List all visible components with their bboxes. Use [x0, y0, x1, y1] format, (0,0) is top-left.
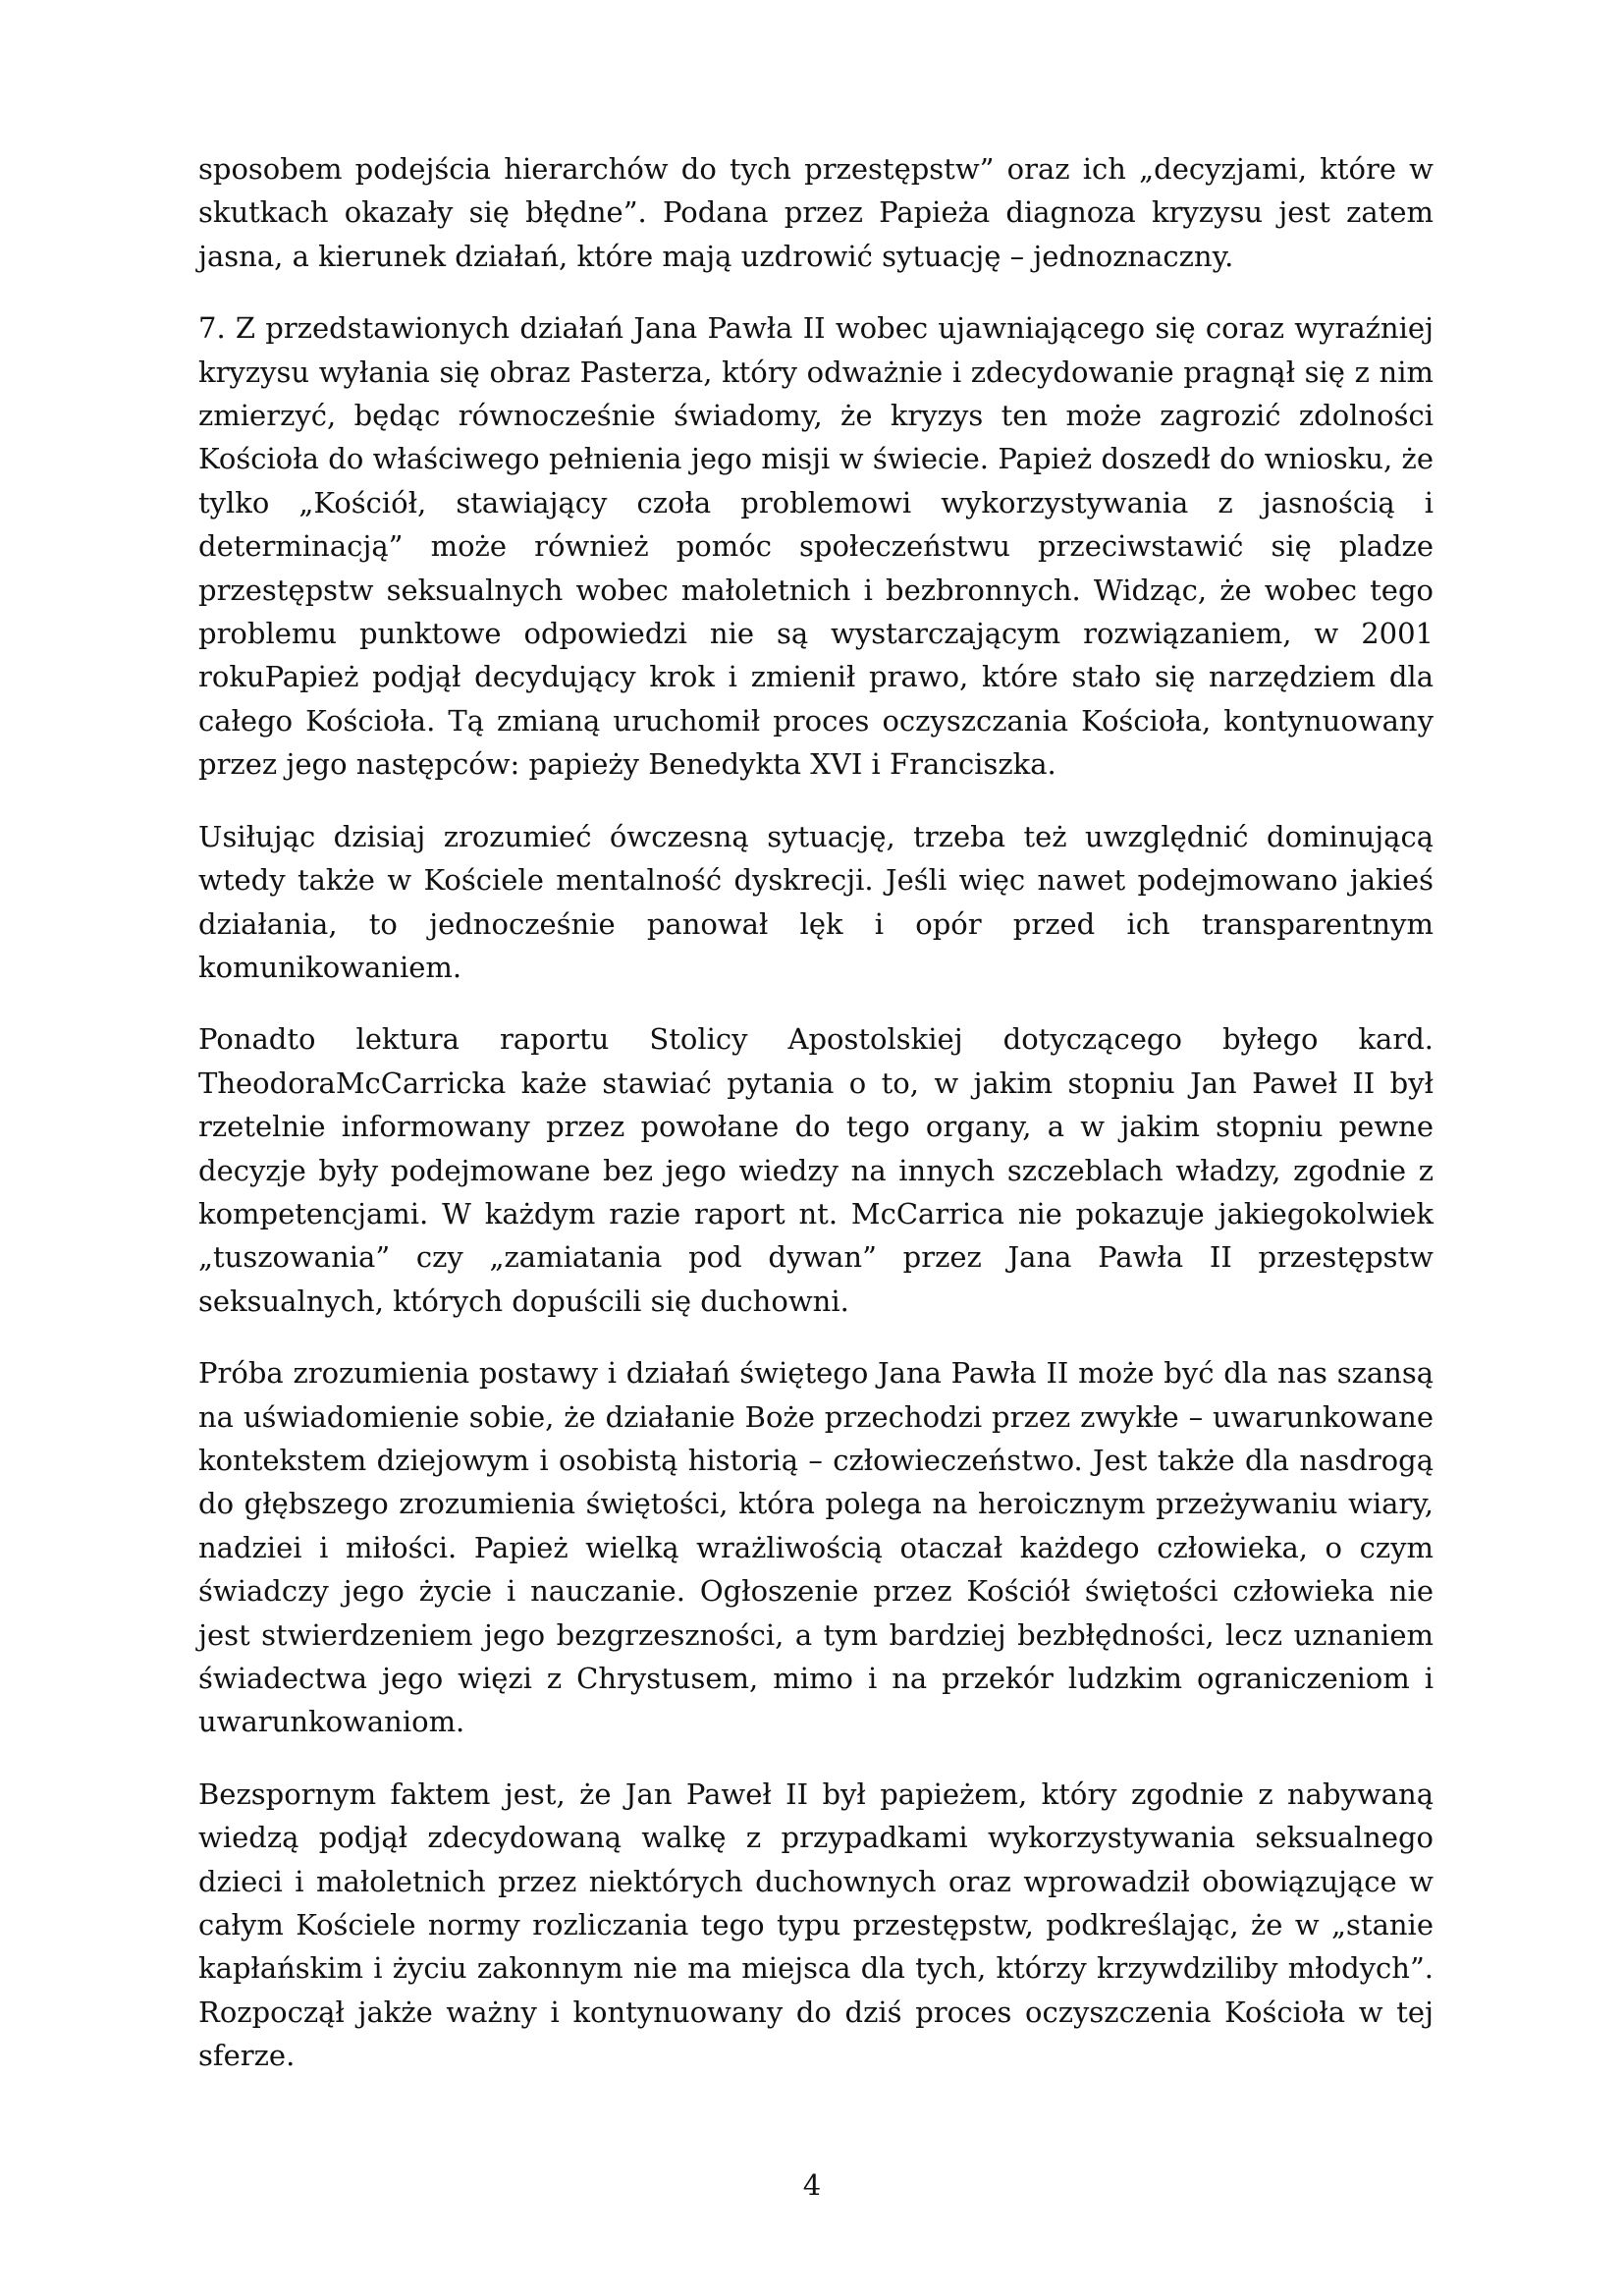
- paragraph-1: sposobem podejścia hierarchów do tych przestępstw” oraz ich „decyzjami, które w skutkach okazały się błędne”. Podana przez Papieża diagnoza kryzysu jest zatem jasna, a kierunek działań, które mają uzdrowić sytuację – jednoznaczny.: [198, 152, 1434, 273]
- paragraph-5: Próba zrozumienia postawy i działań świętego Jana Pawła II może być dla nas szansą na uświadomienie sobie, że działanie Boże przechodzi przez zwykłe – uwarunkowane kontekstem dziejowym i osobistą historią – człowieczeństwo. Jest także dla nasdrogą do głębszego zrozumienia świętości, która polega na heroicznym przeżywaniu wiary, nadziei i miłości. Papież wielką wrażliwością otaczał każdego człowieka, o czym świadczy jego życie i nauczanie. Ogłoszenie przez Kościół świętości człowieka nie jest stwierdzeniem jego bezgrzeszności, a tym bardziej bezbłędności, lecz uznaniem świadectwa jego więzi z Chrystusem, mimo i na przekór ludzkim ograniczeniom i uwarunkowaniom.: [198, 1356, 1434, 1739]
- page-number: 4: [802, 2168, 822, 2202]
- document-body: [198, 147, 1434, 2106]
- paragraph-4: Ponadto lektura raportu Stolicy Apostolskiej dotyczącego byłego kard. TheodoraMcCarricka każe stawiać pytania o to, w jakim stopniu Jan Paweł II był rzetelnie informowany przez powołane do tego organy, a w jakim stopniu pewne decyzje były podejmowane bez jego wiedzy na innych szczeblach władzy, zgodnie z kompetencjami. W każdym razie raport nt. McCarrica nie pokazuje jakiegokolwiek „tuszowania” czy „zamiatania pod dywan” przez Jana Pawła II przestępstw seksualnych, których dopuścili się duchowni.: [198, 1022, 1434, 1318]
- paragraph-2: 7. Z przedstawionych działań Jana Pawła II wobec ujawniającego się coraz wyraźniej kryzysu wyłania się obraz Pasterza, który odważnie i zdecydowanie pragnął się z nim zmierzyć, będąc równocześnie świadomy, że kryzys ten może zagrozić zdolności Kościoła do właściwego pełnienia jego misji w świecie. Papież doszedł do wniosku, że tylko „Kościół, stawiający czoła problemowi wykorzystywania z jasnością i determinacją” może również pomóc społeczeństwu przeciwstawić się pladze przestępstw seksualnych wobec małoletnich i bezbronnych. Widząc, że wobec tego problemu punktowe odpowiedzi nie są wystarczającym rozwiązaniem, w 2001 rokuPapież podjął decydujący krok i zmienił prawo, które stało się narzędziem dla całego Kościoła. Tą zmianą uruchomił proces oczyszczania Kościoła, kontynuowany przez jego następców: papieży Benedykta XVI i Franciszka.: [198, 311, 1434, 782]
- paragraph-6: Bezspornym faktem jest, że Jan Paweł II był papieżem, który zgodnie z nabywaną wiedzą podjął zdecydowaną walkę z przypadkami wykorzystywania seksualnego dzieci i małoletnich przez niektórych duchownych oraz wprowadził obowiązujące w całym Kościele normy rozliczania tego typu przestępstw, podkreślając, że w „stanie kapłańskim i życiu zakonnym nie ma miejsca dla tych, którzy krzywdziliby młodych”. Rozpoczął jakże ważny i kontynuowany do dziś proces oczyszczenia Kościoła w tej sferze.: [198, 1777, 1434, 2073]
- paragraph-3: Usiłując dzisiaj zrozumieć ówczesną sytuację, trzeba też uwzględnić dominującą wtedy także w Kościele mentalność dyskrecji. Jeśli więc nawet podejmowano jakieś działania, to jednocześnie panował lęk i opór przed ich transparentnym komunikowaniem.: [198, 819, 1434, 984]
